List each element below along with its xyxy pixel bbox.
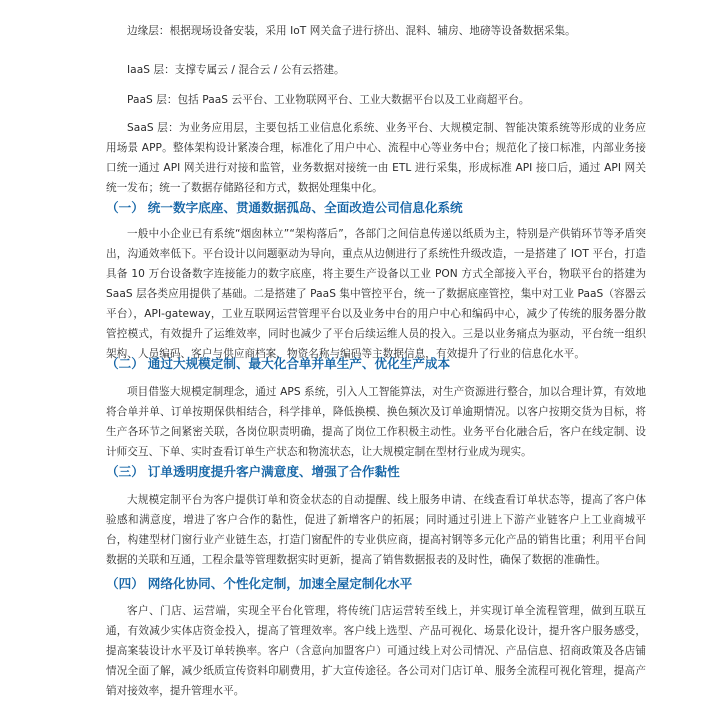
section-4-heading xyxy=(106,575,646,593)
iaas-layer-paragraph: IaaS 层：支撑专属云 / 混合云 / 公有云搭建。 xyxy=(127,64,345,76)
saas-layer-paragraph: SaaS 层：为业务应用层，主要包括工业信息化系统、业务平台、大规模定制、智能决策系统等形成的业务应用场景 APP。整体架构设计紧凑合理，标准化了用户中心、流程中心等业务中台；规范化了接口标准，内部业务接口统一通过 API 网关进行对接和监管，业务数据对接统一由 ETL 进行采集，形成标准 API 接口后，通过 API 网关统一发布；统一了数据存储路径和方式，数据处理集中化。 xyxy=(106,122,646,194)
section-1-title: 统一数字底座、贯通数据孤岛、全面改造公司信息化系统 xyxy=(147,200,463,215)
section-3-heading xyxy=(106,463,646,481)
section-1-number: （一） xyxy=(106,200,144,215)
section-2-heading xyxy=(106,355,646,373)
edge-layer-paragraph: 边缘层：根据现场设备安装，采用 IoT 网关盒子进行挤出、混料、辅房、地磅等设备数据采集。 xyxy=(127,25,576,37)
section-2-number: （二） xyxy=(106,356,144,371)
section-4-number: （四） xyxy=(106,576,144,591)
section-1-body: 一般中小企业已有系统“烟囱林立”“架构落后”，各部门之间信息传递以纸质为主，特别是产供销环节等矛盾突出，沟通效率低下。平台设计以问题驱动为导向，重点从边侧进行了系统性升级改造，一是搭建了 IOT 平台，打造具备 10 万台设备数字连接能力的数字底座，将主要生产设备以工业 PON 方式全部接入平台，物联平台的搭建为 SaaS 层各类应用提供了基础。二是搭建了 PaaS 集中管控平台，统一了数据底座管控，集中对工业 PaaS（容器云平台），API-gateway，工业互联网运营管理平台以及业务中台的用户中心和编码中心，减少了传统的服务器分散管控模式，有效提升了运维效率，同时也减少了平台后续运维人员的投入。三是以业务痛点为驱动，平台统一组织架构、人员编码、客户与供应商档案、物资名称与编码等主数据信息，有效提升了行业的信息化水平。 xyxy=(106,228,646,360)
section-4-body: 客户、门店、运营端，实现全平台化管理，将传统门店运营转至线上，并实现订单全流程管理，做到互联互通，有效减少实体店资金投入，提高了管理效率。客户线上选型、产品可视化、场景化设计，提升客户服务感受，提高案装设计水平及订单转换率。客户（含意向加盟客户）可通过线上对公司情况、产品信息、招商政策及各店铺情况全面了解，减少纸质宣传资料印刷费用，扩大宣传途径。各公司对门店订单、服务全流程可视化管理，提高产销对接效率，提升管理水平。 xyxy=(106,605,646,697)
section-4-title: 网络化协同、个性化定制，加速全屋定制化水平 xyxy=(147,576,413,591)
section-2-body: 项目借鉴大规模定制理念，通过 APS 系统，引入人工智能算法，对生产资源进行整合，加以合理计算，有效地将合单并单、订单按期保供相结合，科学排单，降低换模、换色频次及订单逾期情况。以客户按期交货为目标，将生产各环节之间紧密关联，各岗位职责明确，提高了岗位工作积极主动性。业务平台化融合后，客户在线定制、设计师交互、下单、实时查看订单生产状态和物流状态，让大规模定制在型材行业成为现实。 xyxy=(106,386,646,458)
section-1-heading xyxy=(106,199,646,217)
section-2-title: 通过大规模定制、最大化合单并单生产、优化生产成本 xyxy=(147,356,451,371)
paas-layer-paragraph: PaaS 层：包括 PaaS 云平台、工业物联网平台、工业大数据平台以及工业商超平台。 xyxy=(127,94,530,106)
section-3-body: 大规模定制平台为客户提供订单和资金状态的自动提醒、线上服务申请、在线查看订单状态等，提高了客户体验感和满意度，增进了客户合作的黏性，促进了新增客户的拓展；同时通过引进上下游产业链客户上工业商城平台，构建型材门窗行业产业链生态，打造门窗配件的专业供应商，提高衬钢等多元化产品的销售比重；利用平台间数据的关联和互通，工程余量等管理数据实时更新，提高了销售数据报表的及时性，确保了数据的准确性。 xyxy=(106,494,646,566)
section-3-title: 订单透明度提升客户满意度、增强了合作黏性 xyxy=(147,464,400,479)
section-3-number: （三） xyxy=(106,464,144,479)
